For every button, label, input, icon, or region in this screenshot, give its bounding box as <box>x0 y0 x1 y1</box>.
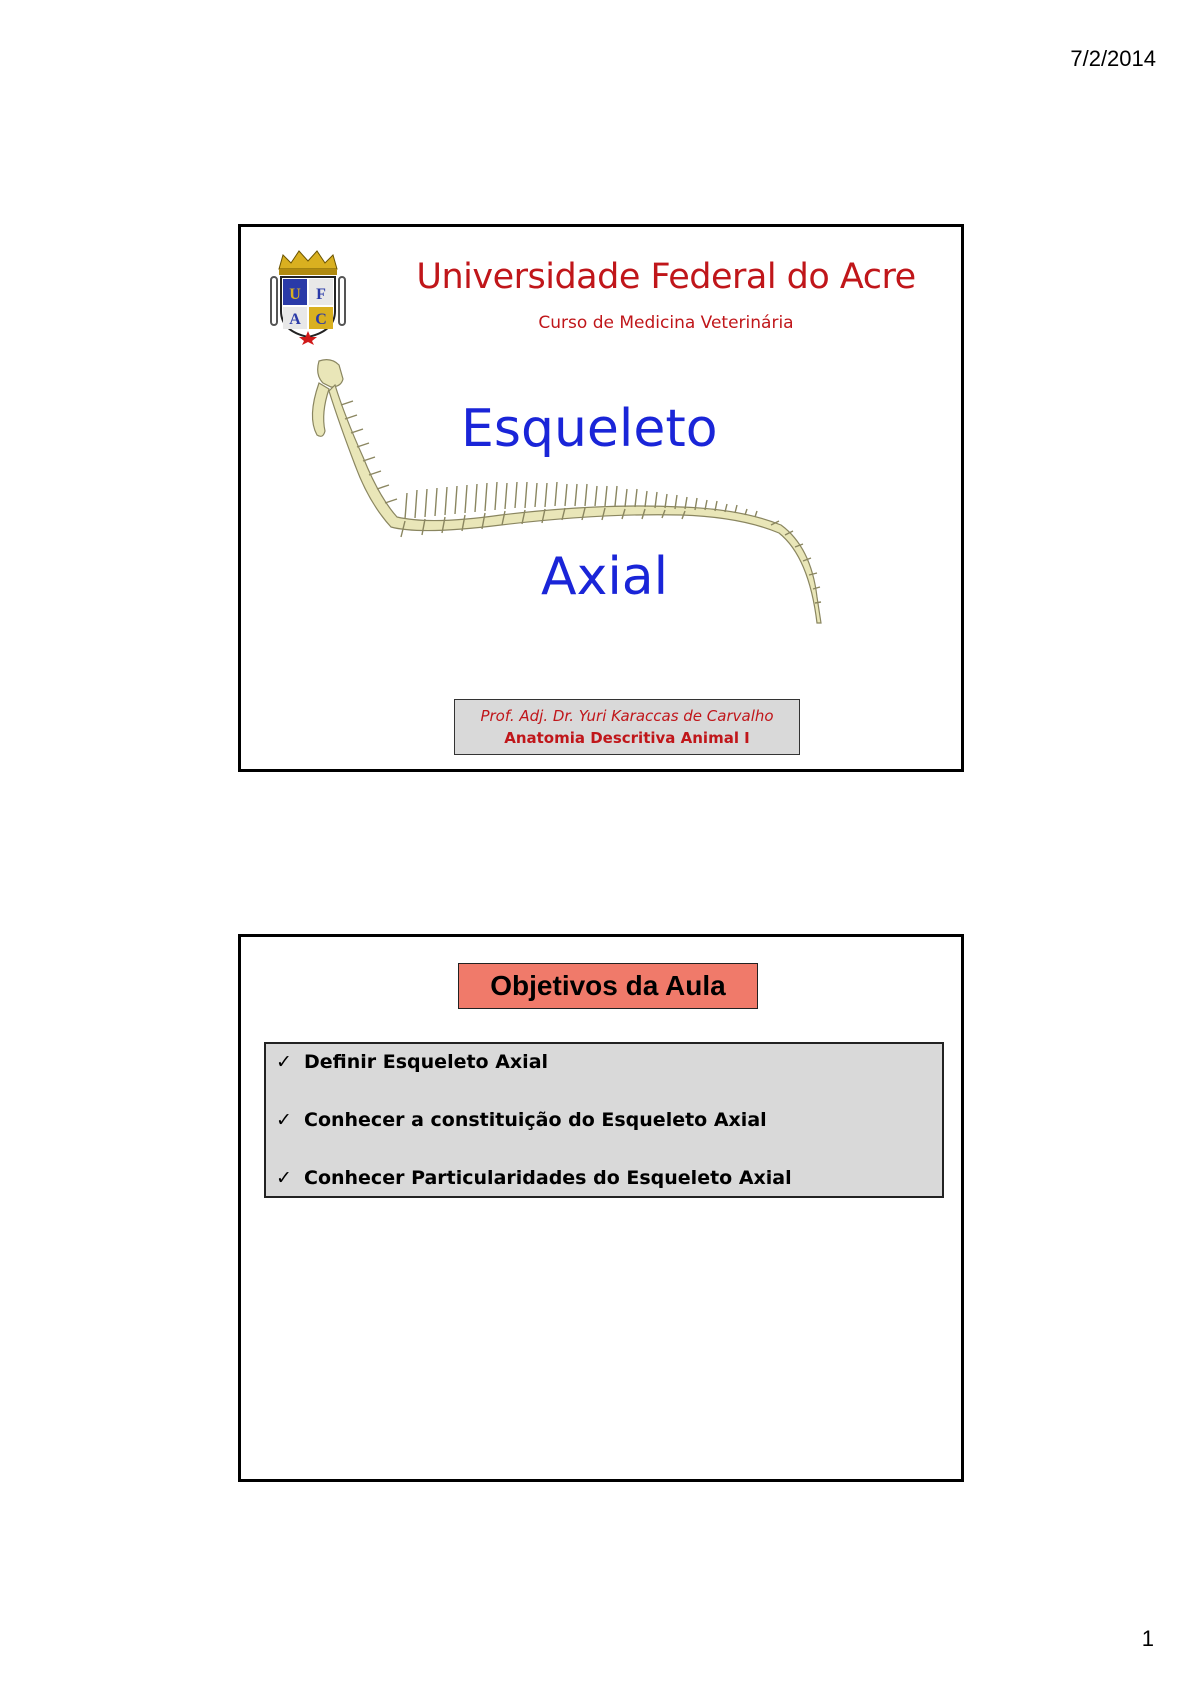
check-icon: ✓ <box>276 1109 292 1131</box>
slide-objectives <box>238 934 964 1482</box>
objective-text: Conhecer Particularidades do Esqueleto Axial <box>304 1167 792 1189</box>
objectives-list <box>264 1042 944 1198</box>
logo-letter: C <box>315 311 327 328</box>
page-number: 1 <box>1141 1626 1154 1651</box>
check-icon: ✓ <box>276 1167 292 1189</box>
university-title: Universidade Federal do Acre <box>416 257 916 297</box>
discipline-name: Anatomia Descritiva Animal I <box>504 729 750 747</box>
check-icon: ✓ <box>276 1051 292 1073</box>
list-item <box>276 1164 932 1222</box>
list-item <box>276 1048 932 1106</box>
logo-letter: F <box>316 286 326 303</box>
title-line-2: Axial <box>541 547 669 607</box>
list-item <box>276 1106 932 1164</box>
logo-letter: U <box>289 286 301 303</box>
title-line-1: Esqueleto <box>461 399 718 459</box>
ufac-logo <box>269 247 347 345</box>
objective-text: Definir Esqueleto Axial <box>304 1051 549 1073</box>
page-date: 7/2/2014 <box>1070 46 1156 71</box>
course-subtitle: Curso de Medicina Veterinária <box>538 313 794 333</box>
logo-letter: A <box>289 311 301 328</box>
objectives-title: Objetivos da Aula <box>458 963 758 1009</box>
objective-text: Conhecer a constituição do Esqueleto Axial <box>304 1109 767 1131</box>
slide-title <box>238 224 964 772</box>
professor-name: Prof. Adj. Dr. Yuri Karaccas de Carvalho <box>480 707 774 725</box>
credit-box <box>454 699 800 755</box>
